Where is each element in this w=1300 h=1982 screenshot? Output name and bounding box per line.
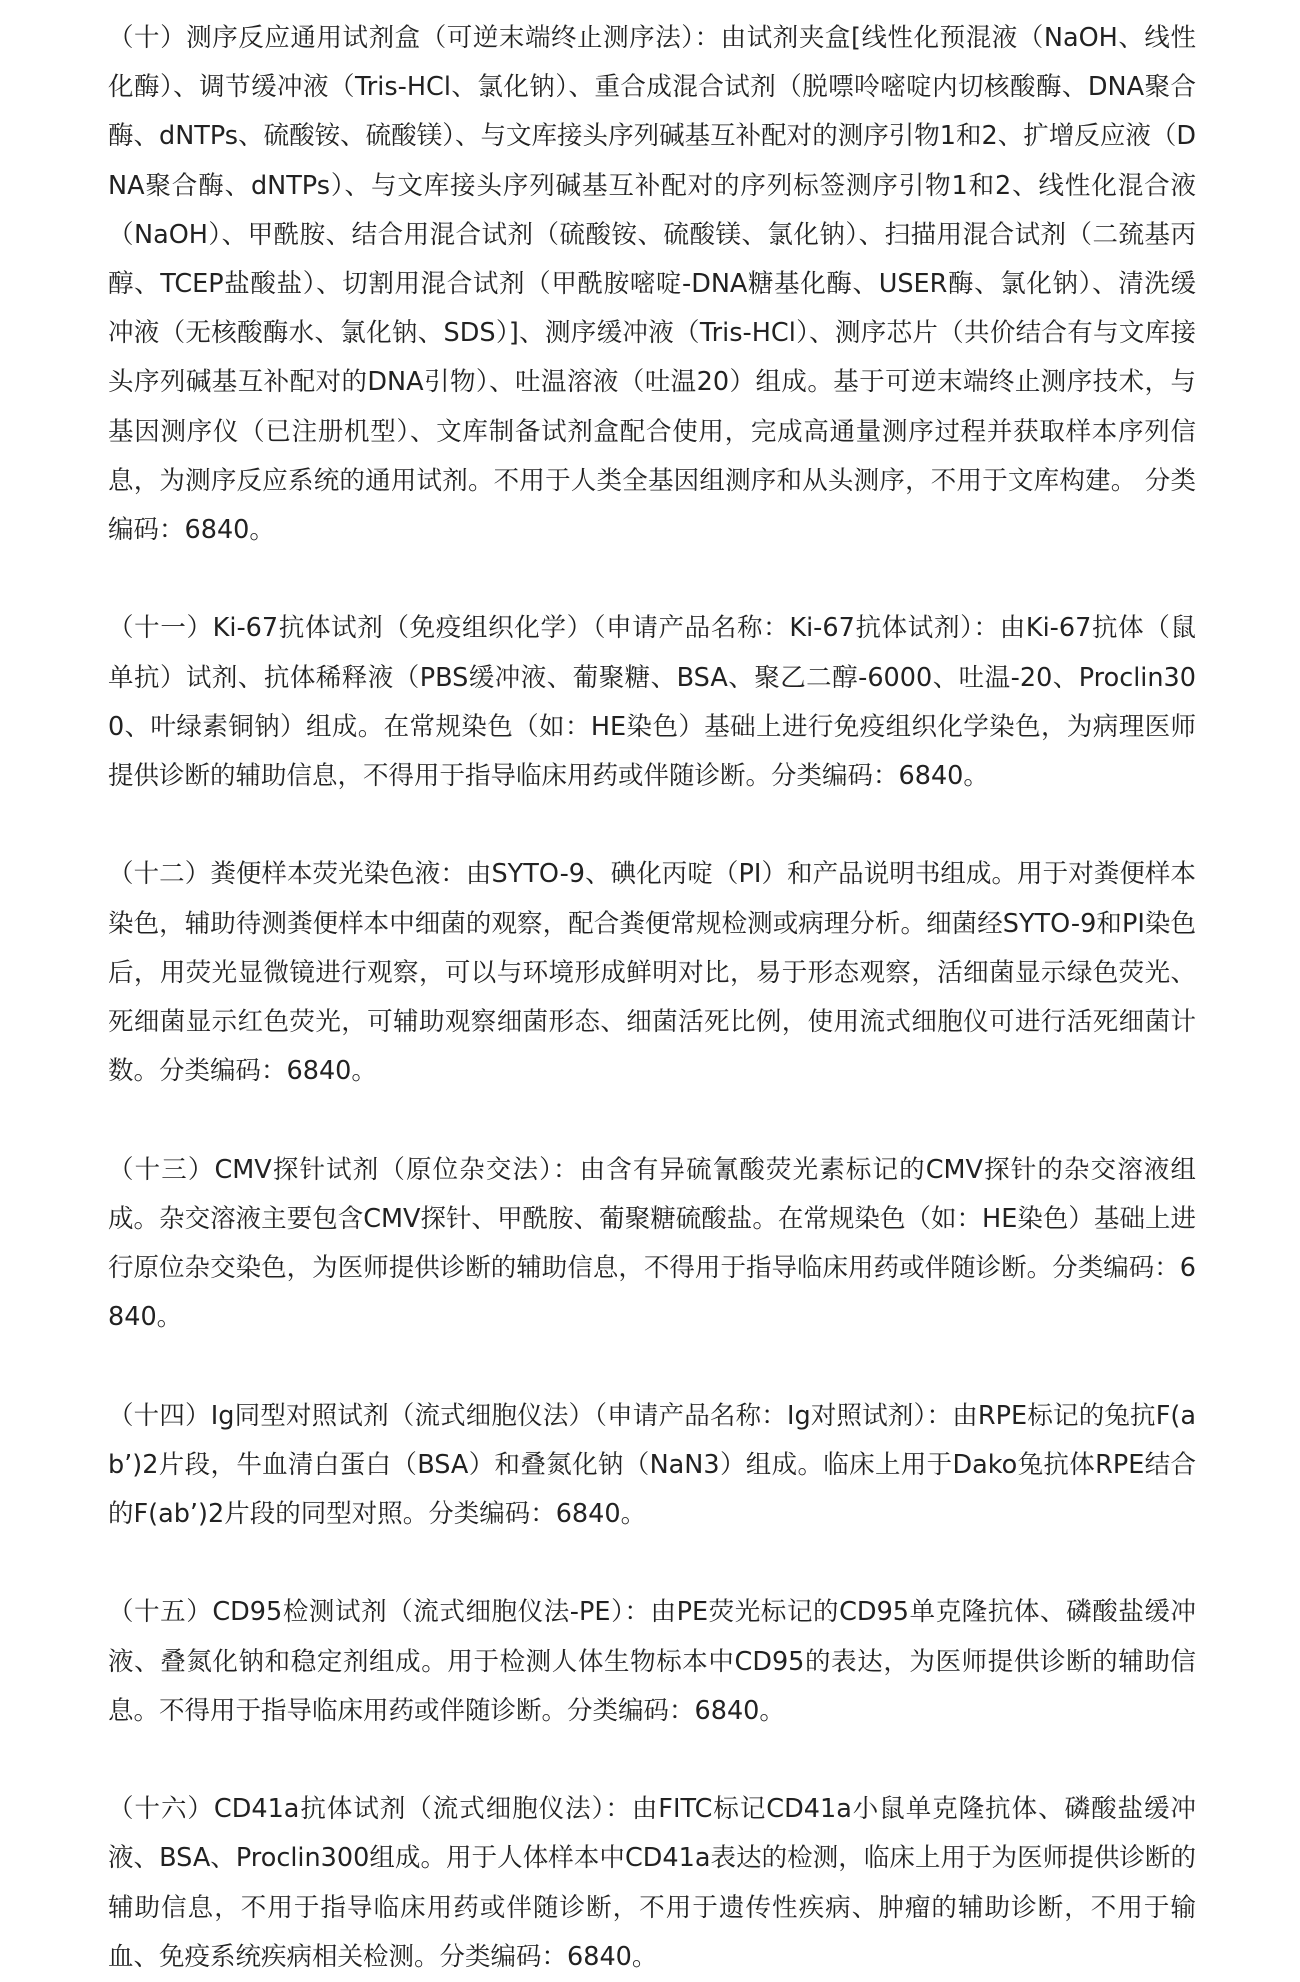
paragraph-item-12: （十二）粪便样本荧光染色液：由SYTO-9、碘化丙啶（PI）和产品说明书组成。用于对粪便样本染色，辅助待测粪便样本中细菌的观察，配合粪便常规检测或病理分析。细菌经SYTO-9和PI染色后，用荧光显微镜进行观察，可以与环境形成鲜明对比，易于形态观察，活细菌显示绿色荧光、死细菌显示红色荧光，可辅助观察细菌形态、细菌活死比例，使用流式细胞仪可进行活死细菌计数。分类编码：6840。 — [108, 859, 1196, 1087]
document-body — [108, 14, 1196, 1982]
paragraph-item-13: （十三）CMV探针试剂（原位杂交法）：由含有异硫氰酸荧光素标记的CMV探针的杂交溶液组成。杂交溶液主要包含CMV探针、甲酰胺、葡聚糖硫酸盐。在常规染色（如：HE染色）基础上进行原位杂交染色，为医师提供诊断的辅助信息，不得用于指导临床用药或伴随诊断。分类编码：6840。 — [108, 1154, 1196, 1333]
paragraph-item-14: （十四）Ig同型对照试剂（流式细胞仪法）（申请产品名称：Ig对照试剂）：由RPE标记的兔抗F(ab’)2片段，牛血清白蛋白（BSA）和叠氮化钠（NaN3）组成。临床上用于Dako兔抗体RPE结合的F(ab’)2片段的同型对照。分类编码：6840。 — [108, 1400, 1196, 1530]
paragraph-item-11: （十一）Ki-67抗体试剂（免疫组织化学）（申请产品名称：Ki-67抗体试剂）：由Ki-67抗体（鼠单抗）试剂、抗体稀释液（PBS缓冲液、葡聚糖、BSA、聚乙二醇-6000、吐温-20、Proclin300、叶绿素铜钠）组成。在常规染色（如：HE染色）基础上进行免疫组织化学染色，为病理医师提供诊断的辅助信息，不得用于指导临床用药或伴随诊断。分类编码：6840。 — [108, 613, 1196, 792]
paragraph-item-16: （十六）CD41a抗体试剂（流式细胞仪法）：由FITC标记CD41a小鼠单克隆抗体、磷酸盐缓冲液、BSA、Proclin300组成。用于人体样本中CD41a表达的检测，临床上用于为医师提供诊断的辅助信息，不用于指导临床用药或伴随诊断，不用于遗传性疾病、肿瘤的辅助诊断，不用于输血、免疫系统疾病相关检测。分类编码：6840。 — [108, 1794, 1196, 1972]
paragraph-item-15: （十五）CD95检测试剂（流式细胞仪法-PE）：由PE荧光标记的CD95单克隆抗体、磷酸盐缓冲液、叠氮化钠和稳定剂组成。用于检测人体生物标本中CD95的表达，为医师提供诊断的辅助信息。不得用于指导临床用药或伴随诊断。分类编码：6840。 — [108, 1597, 1196, 1726]
paragraph-item-10: （十）测序反应通用试剂盒（可逆末端终止测序法）：由试剂夹盒[线性化预混液（NaOH、线性化酶）、调节缓冲液（Tris-HCl、氯化钠）、重合成混合试剂（脱嘌呤嘧啶内切核酸酶、DNA聚合酶、dNTPs、硫酸铵、硫酸镁）、与文库接头序列碱基互补配对的测序引物1和2、扩增反应液（DNA聚合酶、dNTPs）、与文库接头序列碱基互补配对的序列标签测序引物1和2、线性化混合液（NaOH）、甲酰胺、结合用混合试剂（硫酸铵、硫酸镁、氯化钠）、扫描用混合试剂（二巯基丙醇、TCEP盐酸盐）、切割用混合试剂（甲酰胺嘧啶-DNA糖基化酶、USER酶、氯化钠）、清洗缓冲液（无核酸酶水、氯化钠、SDS）]、测序缓冲液（Tris-HCl）、测序芯片（共价结合有与文库接头序列碱基互补配对的DNA引物）、吐温溶液（吐温20）组成。基于可逆末端终止测序技术，与基因测序仪（已注册机型）、文库制备试剂盒配合使用，完成高通量测序过程并获取样本序列信息，为测序反应系统的通用试剂。不用于人类全基因组测序和从头测序，不用于文库构建。 分类编码：6840。 — [108, 23, 1196, 546]
